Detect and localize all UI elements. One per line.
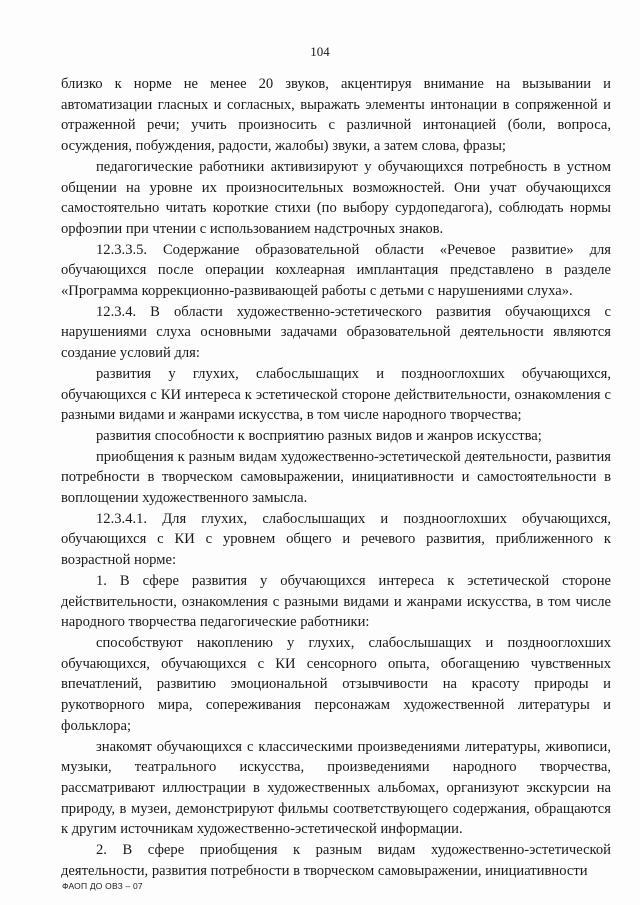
paragraph-section-12-3-4-1: 12.3.4.1. Для глухих, слабослышащих и позднооглохших обучающихся, обучающихся с КИ с уровнем общего и речевого развития, приближенного к возрастной норме: [61, 510, 611, 569]
paragraph: педагогические работники активизируют у обучающихся потребность в устном общении на уровне их произносительных возможностей. Они учат обучающихся самостоятельно читать короткие стихи (по выбору сурдопедагога), соблюдать нормы орфоэпии при чтении с использованием надстрочных знаков. [61, 158, 611, 237]
paragraph-list-item: знакомят обучающихся с классическими произведениями литературы, живописи, музыки, театрального искусства, произведениями народного творчества, рассматривают иллюстрации в художественных альбомах, организуют экскурсии на природу, в музеи, демонстрируют фильмы соответствующего содержания, обращаются к другим источникам художественно-эстетической информации. [61, 738, 611, 838]
paragraph-list-item: способствуют накоплению у глухих, слабослышащих и позднооглохших обучающихся, обучающихся с КИ сенсорного опыта, обогащению чувственных впечатлений, развитию эмоциональной отзывчивости на красоту природы и рукотворного мира, сопереживания персонажам художественной литературы и фольклора; [61, 634, 611, 734]
paragraph-numbered-item: 1. В сфере развития у обучающихся интереса к эстетической стороне действительности, ознакомления с разными видами и жанрами искусства, в том числе народного творчества педагогические работники: [61, 572, 611, 631]
page-number: 104 [310, 44, 330, 59]
paragraph-list-item: развития способности к восприятию разных видов и жанров искусства; [96, 427, 542, 444]
paragraph-list-item: развития у глухих, слабослышащих и позднооглохших обучающихся, обучающихся с КИ интереса к эстетической стороне действительности, ознакомления с разными видами и жанрами искусства, в том числе народного творчества; [61, 365, 611, 424]
page-footer: ФАОП ДО ОВЗ – 07 [62, 881, 143, 891]
paragraph-continuation: близко к норме не менее 20 звуков, акцентируя внимание на вызывании и автоматизации гласных и согласных, выражать элементы интонации в сопряженной и отраженной речи; учить произносить с различной интонацией (боли, вопроса, осуждения, побуждения, радости, жалобы) звуки, а затем слова, фразы; [61, 76, 611, 155]
paragraph-list-item: приобщения к разным видам художественно-эстетической деятельности, развития потребности в творческом самовыражении, инициативности и самостоятельности в воплощении художественного замысла. [61, 448, 611, 507]
paragraph-section-12-3-3-5: 12.3.3.5. Содержание образовательной области «Речевое развитие» для обучающихся после операции кохлеарная имплантация представлено в разделе «Программа коррекционно-развивающей работы с детьми с нарушениями слуха». [61, 241, 611, 300]
paragraph-section-12-3-4: 12.3.4. В области художественно-эстетического развития обучающихся с нарушениями слуха основными задачами образовательной деятельности являются создание условий для: [61, 303, 611, 362]
document-body [61, 74, 611, 881]
paragraph-numbered-item: 2. В сфере приобщения к разным видам художественно-эстетической деятельности, развития потребности в творческом самовыражении, инициативности [61, 842, 611, 879]
